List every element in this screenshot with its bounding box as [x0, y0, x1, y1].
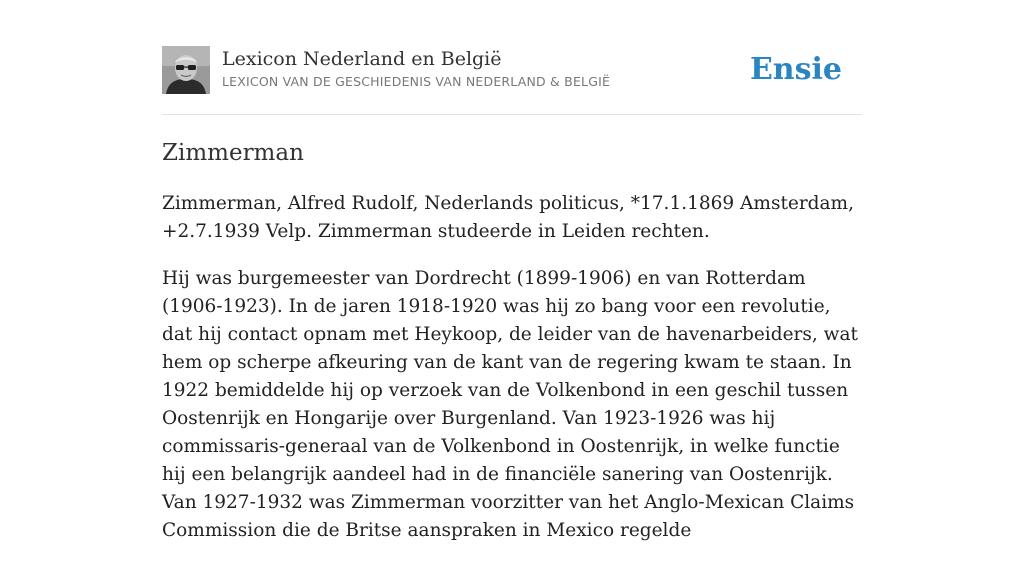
person-portrait-icon	[162, 46, 210, 94]
source-header	[162, 46, 862, 115]
article-title: Zimmerman	[162, 140, 304, 166]
source-subtitle: LEXICON VAN DE GESCHIEDENIS VAN NEDERLAND & BELGIË	[222, 74, 611, 89]
article-body	[162, 190, 862, 564]
ensie-logo-link[interactable]: Ensie	[749, 52, 842, 87]
article-paragraph: Hij was burgemeester van Dordrecht (1899-1906) en van Rotterdam (1906-1923). In de jaren 1918-1920 was hij zo bang voor een revolutie, dat hij contact opnam met Heykoop, de leider van de havenarbeiders, wat hem op scherpe afkeuring van de kant van de regering kwam te staan. In 1922 bemiddelde hij op verzoek van de Volkenbond in een geschil tussen Oostenrijk en Hongarije over Burgenland. Van 1923-1926 was hij commissaris-generaal van de Volkenbond in Oostenrijk, in welke functie hij een belangrijk aandeel had in de financiële sanering van Oostenrijk. Van 1927-1932 was Zimmerman voorzitter van het Anglo-Mexican Claims Commission die de Britse aanspraken in Mexico regelde	[162, 268, 858, 541]
source-name[interactable]: Lexicon Nederland en België	[222, 48, 502, 70]
article-paragraph: Zimmerman, Alfred Rudolf, Nederlands politicus, *17.1.1869 Amsterdam, +2.7.1939 Velp. Zimmerman studeerde in Leiden rechten.	[162, 193, 854, 242]
avatar[interactable]	[162, 46, 210, 94]
